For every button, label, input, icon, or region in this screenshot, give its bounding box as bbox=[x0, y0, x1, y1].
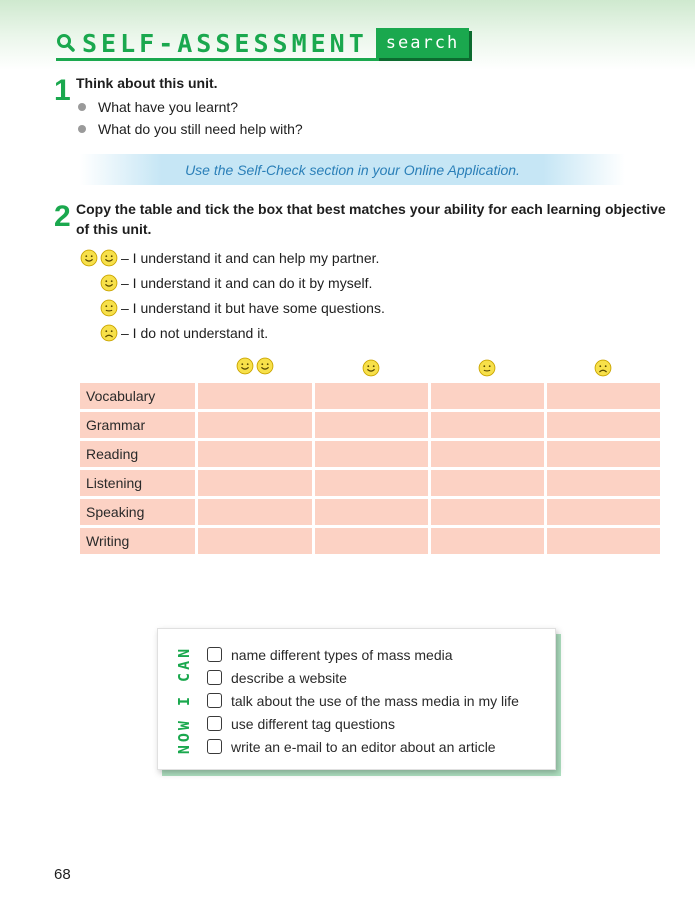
list-item: What do you still need help with? bbox=[78, 118, 303, 140]
section-1-title: Think about this unit. bbox=[76, 75, 218, 91]
assessment-table bbox=[80, 354, 666, 557]
tick-cell[interactable] bbox=[198, 441, 312, 467]
column-header bbox=[315, 357, 428, 380]
column-header bbox=[547, 357, 660, 380]
tick-cell[interactable] bbox=[547, 470, 660, 496]
tick-cell[interactable] bbox=[198, 470, 312, 496]
section-header bbox=[56, 28, 469, 61]
bullet-icon bbox=[78, 125, 86, 133]
bullet-icon bbox=[78, 103, 86, 111]
legend-row bbox=[76, 270, 385, 295]
column-header bbox=[431, 357, 544, 380]
row-label: Vocabulary bbox=[80, 383, 195, 409]
legend-text: – I do not understand it. bbox=[121, 324, 269, 341]
checkbox[interactable] bbox=[207, 693, 222, 708]
legend-text: – I understand it and can help my partner. bbox=[121, 249, 380, 266]
tick-cell[interactable] bbox=[198, 383, 312, 409]
row-label: Reading bbox=[80, 441, 195, 467]
section-1-number: 1 bbox=[54, 74, 71, 107]
list-item: talk about the use of the mass media in my life bbox=[207, 689, 519, 712]
smiley-neutral-icon bbox=[100, 299, 118, 317]
tick-cell[interactable] bbox=[547, 441, 660, 467]
smiley-sad-icon bbox=[594, 359, 612, 377]
tick-cell[interactable] bbox=[315, 383, 428, 409]
legend-row bbox=[76, 320, 385, 345]
page-number: 68 bbox=[54, 866, 71, 883]
page-title bbox=[56, 28, 376, 58]
search-tab: search bbox=[376, 28, 469, 58]
tick-cell[interactable] bbox=[315, 470, 428, 496]
tick-cell[interactable] bbox=[547, 499, 660, 525]
list-item: use different tag questions bbox=[207, 712, 519, 735]
can-do-list bbox=[207, 643, 519, 758]
title-text: SELF-ASSESSMENT bbox=[82, 28, 368, 58]
column-header bbox=[198, 357, 312, 380]
list-item: write an e-mail to an editor about an article bbox=[207, 735, 519, 758]
section-2-number: 2 bbox=[54, 200, 71, 233]
checkbox[interactable] bbox=[207, 739, 222, 754]
smiley-neutral-icon bbox=[478, 359, 496, 377]
tick-cell[interactable] bbox=[431, 528, 544, 554]
search-icon bbox=[56, 33, 76, 53]
legend-row bbox=[76, 295, 385, 320]
checkbox[interactable] bbox=[207, 670, 222, 685]
tick-cell[interactable] bbox=[431, 470, 544, 496]
legend-text: – I understand it and can do it by myself. bbox=[121, 274, 373, 291]
tick-cell[interactable] bbox=[431, 383, 544, 409]
tick-cell[interactable] bbox=[315, 499, 428, 525]
smiley-happy-icon bbox=[100, 274, 118, 292]
online-app-banner: Use the Self-Check section in your Online Application. bbox=[80, 154, 625, 185]
table-row bbox=[80, 499, 660, 525]
smiley-happy-icon bbox=[80, 249, 98, 267]
smiley-legend bbox=[76, 245, 385, 345]
tick-cell[interactable] bbox=[547, 383, 660, 409]
table-row bbox=[80, 470, 660, 496]
legend-row bbox=[76, 245, 385, 270]
row-label: Listening bbox=[80, 470, 195, 496]
legend-text: – I understand it but have some questions. bbox=[121, 299, 385, 316]
row-label: Grammar bbox=[80, 412, 195, 438]
table-row bbox=[80, 528, 660, 554]
smiley-happy-icon bbox=[256, 357, 274, 375]
tick-cell[interactable] bbox=[198, 528, 312, 554]
row-label: Speaking bbox=[80, 499, 195, 525]
tick-cell[interactable] bbox=[315, 441, 428, 467]
list-item: name different types of mass media bbox=[207, 643, 519, 666]
list-item: describe a website bbox=[207, 666, 519, 689]
checkbox[interactable] bbox=[207, 647, 222, 662]
now-i-can-box bbox=[157, 628, 556, 770]
tick-cell[interactable] bbox=[315, 528, 428, 554]
smiley-happy-icon bbox=[100, 249, 118, 267]
tick-cell[interactable] bbox=[547, 528, 660, 554]
now-i-can-label: NOW I CAN bbox=[175, 645, 193, 755]
list-item: What have you learnt? bbox=[78, 96, 303, 118]
table-row bbox=[80, 441, 660, 467]
tick-cell[interactable] bbox=[547, 412, 660, 438]
table-header-row bbox=[80, 357, 660, 380]
tick-cell[interactable] bbox=[431, 412, 544, 438]
section-1-bullets bbox=[78, 96, 303, 140]
tick-cell[interactable] bbox=[431, 499, 544, 525]
section-2-title: Copy the table and tick the box that best matches your ability for each learning objective of this unit. bbox=[76, 201, 666, 237]
table-row bbox=[80, 412, 660, 438]
row-label: Writing bbox=[80, 528, 195, 554]
checkbox[interactable] bbox=[207, 716, 222, 731]
smiley-happy-icon bbox=[362, 359, 380, 377]
tick-cell[interactable] bbox=[315, 412, 428, 438]
tick-cell[interactable] bbox=[431, 441, 544, 467]
smiley-happy-icon bbox=[236, 357, 254, 375]
table-row bbox=[80, 383, 660, 409]
smiley-sad-icon bbox=[100, 324, 118, 342]
tick-cell[interactable] bbox=[198, 412, 312, 438]
tick-cell[interactable] bbox=[198, 499, 312, 525]
